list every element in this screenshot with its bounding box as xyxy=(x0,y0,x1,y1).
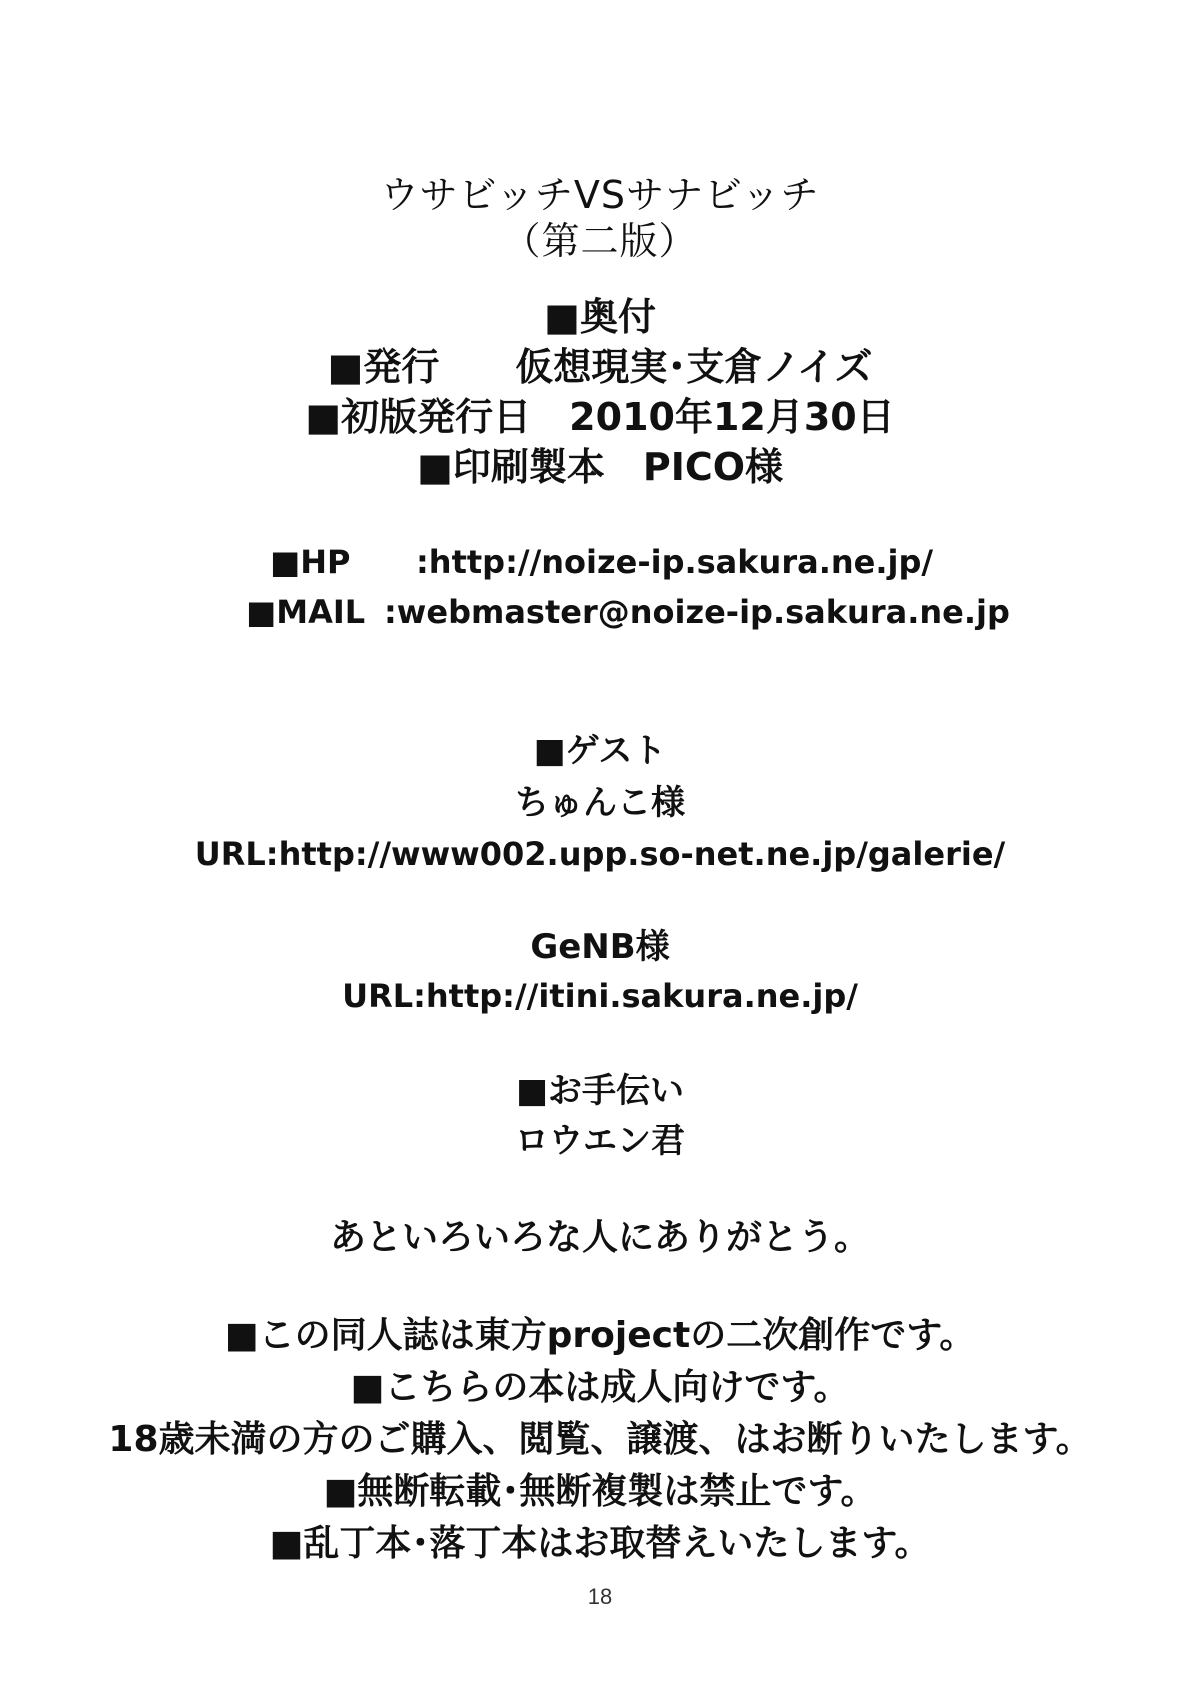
colophon-heading: ■奥付 xyxy=(544,295,656,339)
mail-row xyxy=(0,590,1200,634)
notice-line: ■乱丁本･落丁本はお取替えいたします。 xyxy=(269,1523,931,1564)
guest-url: URL:http://www002.upp.so-net.ne.jp/galerie/ xyxy=(194,835,1006,873)
publisher-line: ■発行 仮想現実･支倉ノイズ xyxy=(327,345,873,389)
guest-name: GeNB様 xyxy=(530,927,670,967)
homepage-label: ■HP xyxy=(270,543,351,581)
mail-label: ■MAIL xyxy=(246,593,366,631)
guest-url: URL:http://itini.sakura.ne.jp/ xyxy=(342,977,858,1015)
helpers-heading: ■お手伝い xyxy=(515,1071,685,1111)
first-edition-date-line: ■初版発行日 2010年12月30日 xyxy=(305,395,895,439)
book-title: ウサビッチVSサナビッチ xyxy=(380,173,820,217)
guests-heading: ■ゲスト xyxy=(533,731,667,771)
notice-line: 18歳未満の方のご購入、閲覧、譲渡、はお断りいたします。 xyxy=(108,1419,1092,1460)
mail-address: :webmaster@noize-ip.sakura.ne.jp xyxy=(384,593,1010,631)
notice-line: ■無断転載･無断複製は禁止です。 xyxy=(323,1471,877,1512)
edition-label: （第二版） xyxy=(502,219,698,263)
homepage-url: :http://noize-ip.sakura.ne.jp/ xyxy=(416,543,934,581)
notice-line: ■この同人誌は東方projectの二次創作です。 xyxy=(224,1315,976,1356)
notice-line: ■こちらの本は成人向けです。 xyxy=(350,1367,850,1408)
helper-name: ロウエン君 xyxy=(515,1121,685,1161)
printer-line: ■印刷製本 PICO様 xyxy=(416,445,784,489)
page-number: 18 xyxy=(587,1584,613,1609)
thanks-line: あといろいろな人にありがとう。 xyxy=(329,1217,870,1258)
homepage-row xyxy=(0,540,1200,584)
guest-name: ちゅんこ様 xyxy=(515,783,685,823)
